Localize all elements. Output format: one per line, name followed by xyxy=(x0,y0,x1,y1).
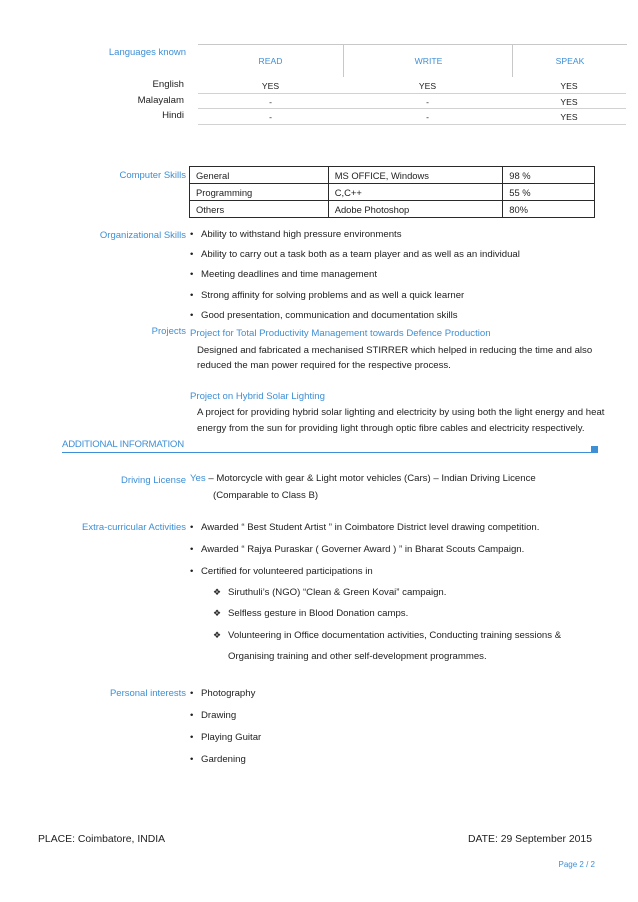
computer-skills-table xyxy=(189,166,595,218)
diamond-bullet-icon: ❖ xyxy=(213,630,222,640)
driving-license-label: Driving License xyxy=(121,475,186,486)
computer-skills-label: Computer Skills xyxy=(119,170,186,181)
language-name: English xyxy=(152,79,184,90)
skill-level: 80% xyxy=(503,201,595,218)
organizational-skills-label: Organizational Skills xyxy=(99,230,186,241)
project-description: Designed and fabricated a mechanised STIRRER which helped in reducing the time and also xyxy=(197,345,593,356)
skill-category: Others xyxy=(190,201,329,218)
bullet-icon: • xyxy=(190,249,194,260)
bullet-icon: • xyxy=(190,544,194,555)
bullet-icon: • xyxy=(190,269,194,280)
bullet-icon: • xyxy=(190,290,194,301)
language-write: - xyxy=(426,112,429,122)
skill-level: 98 % xyxy=(503,167,595,184)
skill-tools: Adobe Photoshop xyxy=(328,201,503,218)
bullet-icon: • xyxy=(190,732,194,743)
row-divider xyxy=(198,124,626,125)
section-divider xyxy=(62,452,592,453)
language-speak: YES xyxy=(560,97,578,107)
section-header: ADDITIONAL INFORMATION xyxy=(62,439,184,450)
row-divider xyxy=(198,108,626,109)
sub-list-item: ❖ Volunteering in Office documentation activities, Conducting training sessions & xyxy=(213,630,562,641)
list-item: • Playing Guitar xyxy=(190,732,262,743)
list-item: • Certified for volunteered participations in xyxy=(190,566,373,577)
bullet-icon: • xyxy=(190,310,194,321)
page-number: Page 2 / 2 xyxy=(558,860,595,869)
skill-category: Programming xyxy=(190,184,329,201)
project-description: A project for providing hybrid solar lighting and electricity by using both the light energy and heat xyxy=(197,407,605,418)
extracurricular-label: Extra-curricular Activities xyxy=(82,522,186,533)
section-marker-icon xyxy=(591,446,598,453)
language-speak: YES xyxy=(560,81,578,91)
skill-level: 55 % xyxy=(503,184,595,201)
skill-category: General xyxy=(190,167,329,184)
personal-interests-label: Personal interests xyxy=(109,688,186,699)
skill-tools: MS OFFICE, Windows xyxy=(328,167,503,184)
list-item: • Awarded “ Best Student Artist ” in Coimbatore District level drawing competition. xyxy=(190,522,540,533)
date-text: DATE: 29 September 2015 xyxy=(468,834,592,845)
lang-header-write: WRITE xyxy=(343,44,513,77)
list-item: • Ability to withstand high pressure environments xyxy=(190,229,402,240)
diamond-bullet-icon: ❖ xyxy=(213,608,222,618)
project-title: Project on Hybrid Solar Lighting xyxy=(190,391,325,402)
row-divider xyxy=(198,93,626,94)
languages-label: Languages known xyxy=(108,47,186,58)
bullet-icon: • xyxy=(190,522,194,533)
table-row xyxy=(190,167,595,184)
list-item: • Meeting deadlines and time management xyxy=(190,269,377,280)
language-speak: YES xyxy=(560,112,578,122)
sub-list-item-continuation: Organising training and other self-development programmes. xyxy=(228,651,487,662)
list-item: • Gardening xyxy=(190,754,246,765)
list-item: • Ability to carry out a task both as a team player and as well as an individual xyxy=(190,249,520,260)
project-description: energy from the sun for providing light through optic fibre cables and electricity respectively. xyxy=(197,423,585,434)
diamond-bullet-icon: ❖ xyxy=(213,587,222,597)
language-name: Hindi xyxy=(162,110,184,121)
skill-tools: C,C++ xyxy=(328,184,503,201)
bullet-icon: • xyxy=(190,229,194,240)
driving-license-note: (Comparable to Class B) xyxy=(213,490,319,501)
bullet-icon: • xyxy=(190,688,194,699)
projects-label: Projects xyxy=(151,326,186,337)
language-write: YES xyxy=(418,81,437,91)
language-read: - xyxy=(269,97,272,107)
bullet-icon: • xyxy=(190,710,194,721)
table-row xyxy=(190,184,595,201)
language-name: Malayalam xyxy=(137,95,184,106)
list-item: • Drawing xyxy=(190,710,237,721)
sub-list-item: ❖ Siruthuli’s (NGO) “Clean & Green Kovai” campaign. xyxy=(213,587,447,598)
language-read: YES xyxy=(261,81,280,91)
language-read: - xyxy=(269,112,272,122)
sub-list-item: ❖ Selfless gesture in Blood Donation camps. xyxy=(213,608,409,619)
project-description: reduced the man power required for the respective process. xyxy=(197,360,451,371)
list-item: • Strong affinity for solving problems and as well a quick learner xyxy=(190,290,465,301)
language-write: - xyxy=(426,97,429,107)
list-item: • Awarded “ Rajya Puraskar ( Governer Award ) ” in Bharat Scouts Campaign. xyxy=(190,544,525,555)
bullet-icon: • xyxy=(190,754,194,765)
place-text: PLACE: Coimbatore, INDIA xyxy=(38,834,166,845)
driving-license-text: Yes – Motorcycle with gear & Light motor vehicles (Cars) – Indian Driving Licence xyxy=(190,473,536,484)
project-title: Project for Total Productivity Management towards Defence Production xyxy=(190,328,491,339)
bullet-icon: • xyxy=(190,566,194,577)
list-item: • Photography xyxy=(190,688,256,699)
lang-header-read: READ xyxy=(198,44,343,77)
table-row xyxy=(190,201,595,218)
lang-header-speak: SPEAK xyxy=(512,44,627,77)
list-item: • Good presentation, communication and documentation skills xyxy=(190,310,458,321)
